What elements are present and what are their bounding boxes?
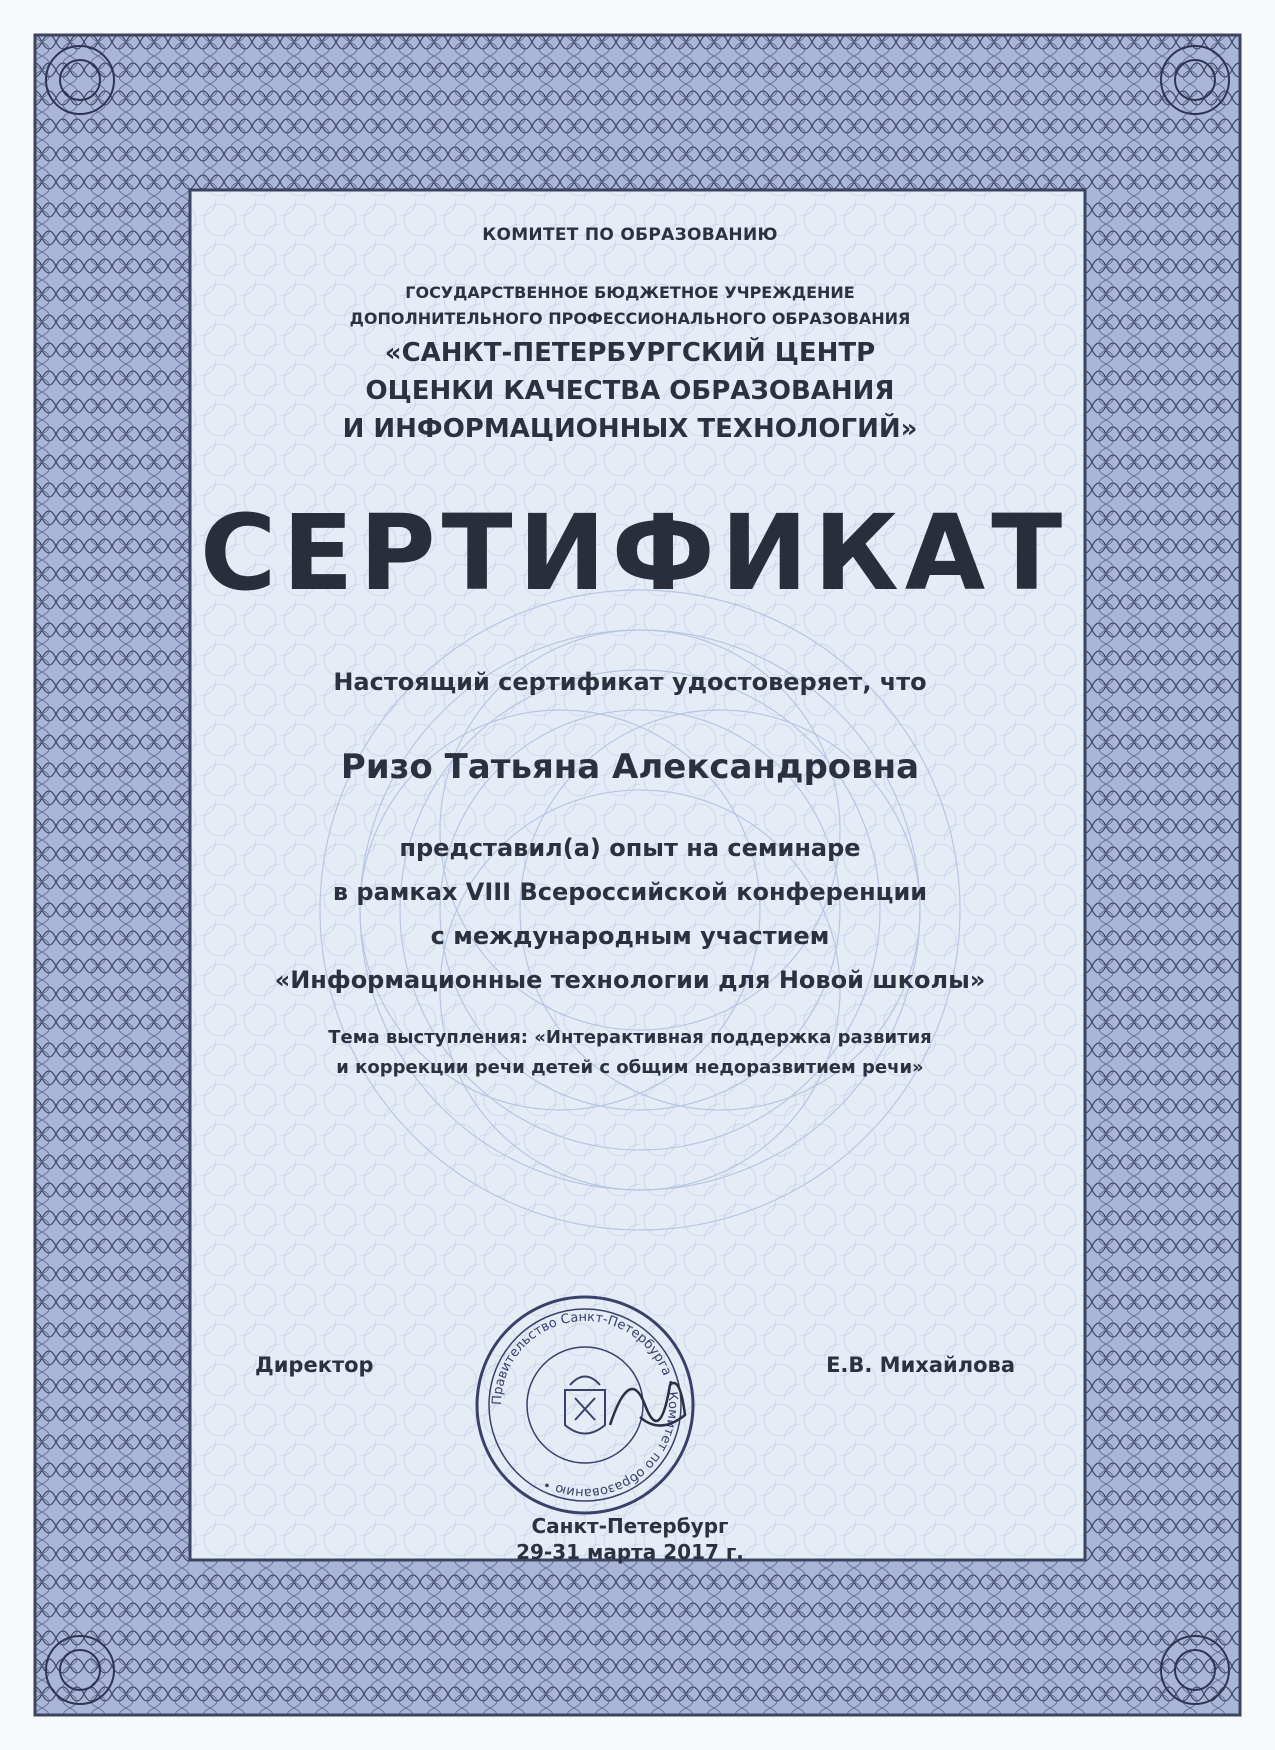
body-line-3: с международным участием bbox=[430, 922, 830, 950]
place-and-date bbox=[200, 1513, 1060, 1565]
seal-text: Правительство Санкт-Петербурга • Комитет по образованию • bbox=[489, 1309, 681, 1501]
body-line-1: представил(а) опыт на семинаре bbox=[399, 834, 861, 862]
signature-icon bbox=[600, 1355, 700, 1445]
center-name bbox=[200, 334, 1060, 448]
director-name: Е.В. Михайлова bbox=[826, 1353, 1015, 1377]
director-label: Директор bbox=[255, 1353, 374, 1377]
institution-line-2: ДОПОЛНИТЕЛЬНОГО ПРОФЕССИОНАЛЬНОГО ОБРАЗОВАНИЯ bbox=[349, 309, 911, 328]
center-line-2: ОЦЕНКИ КАЧЕСТВА ОБРАЗОВАНИЯ bbox=[365, 376, 895, 406]
topic-text bbox=[200, 1023, 1060, 1083]
certificate-title: СЕРТИФИКАТ bbox=[200, 492, 1069, 614]
date: 29-31 марта 2017 г. bbox=[516, 1540, 744, 1564]
institution-heading bbox=[200, 280, 1060, 332]
topic-line-2: и коррекции речи детей с общим недоразвитием речи» bbox=[336, 1057, 924, 1078]
body-line-2: в рамках VIII Всероссийской конференции bbox=[332, 878, 928, 906]
topic-line-1: Тема выступления: «Интерактивная поддержка развития bbox=[328, 1027, 932, 1048]
city: Санкт-Петербург bbox=[531, 1514, 729, 1538]
center-line-1: «САНКТ-ПЕТЕРБУРГСКИЙ ЦЕНТР bbox=[384, 338, 876, 368]
center-line-3: И ИНФОРМАЦИОННЫХ ТЕХНОЛОГИЙ» bbox=[342, 414, 918, 444]
body-text bbox=[200, 826, 1060, 1002]
certifies-text: Настоящий сертификат удостоверяет, что bbox=[333, 668, 927, 696]
person-name: Ризо Татьяна Александровна bbox=[340, 747, 920, 787]
committee-heading: КОМИТЕТ ПО ОБРАЗОВАНИЮ bbox=[482, 225, 778, 245]
institution-line-1: ГОСУДАРСТВЕННОЕ БЮДЖЕТНОЕ УЧРЕЖДЕНИЕ bbox=[405, 283, 855, 302]
body-line-4: «Информационные технологии для Новой школы» bbox=[274, 966, 986, 994]
